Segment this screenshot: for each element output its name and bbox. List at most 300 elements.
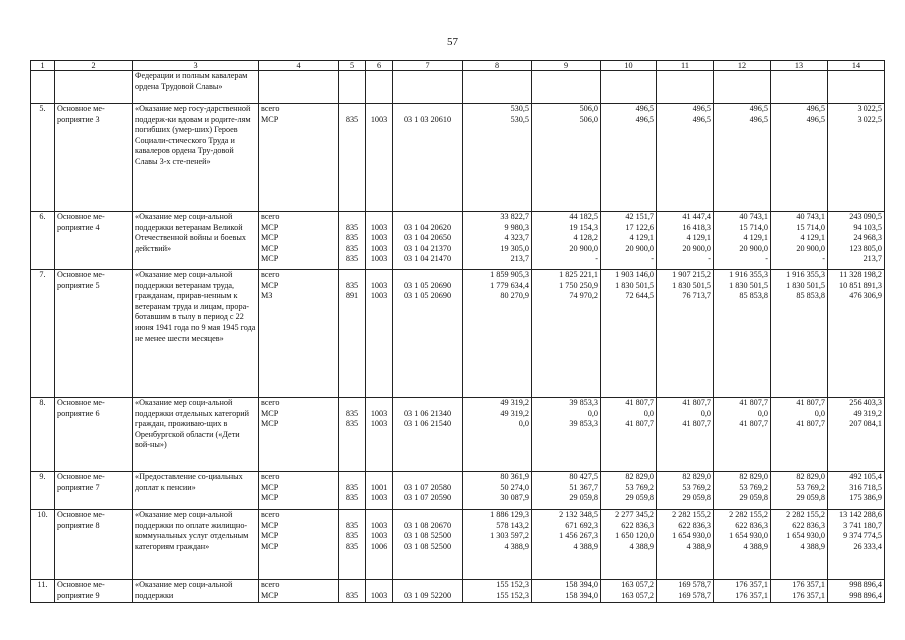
- amount-value: 123 805,0: [849, 243, 882, 253]
- rzpr-code-cell: [366, 398, 393, 472]
- grbs-code: [341, 472, 363, 483]
- amount-value: 39 853,3: [569, 398, 598, 407]
- grbs-code: 835: [345, 541, 359, 551]
- rzpr-code: 1003: [370, 520, 388, 530]
- amount-value: 13 142 288,6: [839, 510, 882, 519]
- amount-value: 2 282 155,2: [672, 510, 711, 519]
- amount-value: 41 807,7: [682, 398, 711, 407]
- row-status: Основное ме-роприятие 5: [55, 270, 133, 398]
- amount-value: 19 305,0: [500, 243, 529, 253]
- amount-value: 16 418,3: [682, 222, 711, 232]
- amount-value: 256 403,3: [849, 398, 882, 407]
- csr-code: [395, 270, 460, 281]
- csr-code: 03 1 04 21470: [403, 254, 452, 264]
- budget-table: [30, 60, 885, 603]
- executor: МСР: [261, 408, 279, 418]
- rzpr-code: 1003: [370, 233, 388, 243]
- grbs-code: 835: [345, 114, 359, 124]
- amount-value: 671 692,3: [565, 520, 598, 530]
- rzpr-code: 1003: [370, 291, 388, 301]
- grbs-code: 835: [345, 520, 359, 530]
- table-row: [31, 472, 885, 510]
- amount-value: 41 807,7: [625, 398, 654, 407]
- csr-code: 03 1 05 20690: [403, 291, 452, 301]
- amount-value: 213,7: [863, 254, 882, 264]
- amount-value: 20 900,0: [796, 243, 825, 253]
- grbs-code: 835: [345, 233, 359, 243]
- amount-value: 1 886 129,3: [490, 510, 529, 519]
- rzpr-code-cell: [366, 472, 393, 510]
- value-cell: [657, 212, 714, 270]
- csr-code: 03 1 04 21370: [403, 243, 452, 253]
- amount-value: 176 357,1: [792, 590, 825, 600]
- csr-code: 03 1 07 20590: [403, 493, 452, 503]
- amount-value: 163 057,2: [621, 580, 654, 589]
- value-cell: [657, 398, 714, 472]
- amount-value: 53 769,2: [682, 482, 711, 492]
- value-cell: [714, 510, 771, 580]
- csr-code-cell: [393, 398, 463, 472]
- csr-code: [395, 212, 460, 223]
- amount-value: 496,5: [692, 114, 711, 124]
- rzpr-code-cell: [366, 510, 393, 580]
- rzpr-code: 1006: [370, 541, 388, 551]
- table-row: [31, 398, 885, 472]
- amount-value: 4 388,9: [800, 541, 825, 551]
- csr-code-cell: [393, 270, 463, 398]
- amount-value: -: [595, 254, 598, 264]
- value-cell: [601, 270, 657, 398]
- amount-value: 53 769,2: [739, 482, 768, 492]
- amount-value: 1 650 120,0: [615, 531, 654, 541]
- row-status: Основное ме-роприятие 6: [55, 398, 133, 472]
- executor: всего: [261, 398, 280, 407]
- csr-code: 03 1 08 20670: [403, 520, 452, 530]
- row-number: 11.: [31, 580, 55, 603]
- value-cell: [771, 398, 828, 472]
- executor: МСР: [261, 114, 279, 124]
- amount-value: 243 090,5: [849, 212, 882, 221]
- amount-value: 33 822,7: [500, 212, 529, 221]
- grbs-code: [341, 580, 363, 591]
- amount-value: 169 578,7: [678, 580, 711, 589]
- executor: МСР: [261, 419, 279, 429]
- grbs-code: 835: [345, 254, 359, 264]
- amount-value: -: [651, 254, 654, 264]
- rzpr-code: 1003: [370, 254, 388, 264]
- csr-code: [395, 398, 460, 409]
- value-cell: [657, 270, 714, 398]
- value-cell: [463, 472, 532, 510]
- rzpr-code: [368, 104, 390, 115]
- csr-code-cell: [393, 580, 463, 603]
- executor-cell: [259, 270, 339, 398]
- grbs-code: [341, 104, 363, 115]
- amount-value: 20 900,0: [569, 243, 598, 253]
- amount-value: 53 769,2: [796, 482, 825, 492]
- grbs-code: [341, 510, 363, 521]
- csr-code-cell: [393, 104, 463, 212]
- grbs-code: [341, 270, 363, 281]
- amount-value: 4 323,7: [504, 233, 529, 243]
- row-number: 8.: [31, 398, 55, 472]
- grbs-code: [341, 398, 363, 409]
- table-row: [31, 104, 885, 212]
- amount-value: 82 829,0: [796, 472, 825, 481]
- grbs-code: 835: [345, 590, 359, 600]
- amount-value: 1 750 250,9: [559, 280, 598, 290]
- row-name: «Оказание мер соци-альной поддержки ветеранам труда, гражданам, прирав-ненным к ветеранам труда и лицам, прора-ботавшим в тылу в период с 22 июня 1941 года по 9 мая 1945 года не менее шести месяцев»: [133, 270, 259, 398]
- amount-value: 316 718,5: [849, 482, 882, 492]
- amount-value: 1 916 355,3: [729, 270, 768, 279]
- amount-value: 82 829,0: [625, 472, 654, 481]
- amount-value: 4 388,9: [629, 541, 654, 551]
- amount-value: 24 968,3: [853, 233, 882, 243]
- amount-value: 72 644,5: [625, 291, 654, 301]
- amount-value: 80 361,9: [500, 472, 529, 481]
- amount-value: 163 057,2: [621, 590, 654, 600]
- amount-value: 11 328 198,2: [839, 270, 882, 279]
- row-number: 7.: [31, 270, 55, 398]
- amount-value: 2 282 155,2: [729, 510, 768, 519]
- amount-value: 51 367,7: [569, 482, 598, 492]
- value-cell: [657, 580, 714, 603]
- executor: всего: [261, 510, 280, 519]
- executor-cell: [259, 472, 339, 510]
- grbs-code: [341, 212, 363, 223]
- value-cell: [463, 270, 532, 398]
- rzpr-code: 1003: [370, 222, 388, 232]
- amount-value: 476 306,9: [849, 291, 882, 301]
- amount-value: 85 853,8: [796, 291, 825, 301]
- amount-value: 496,5: [806, 114, 825, 124]
- amount-value: 4 128,2: [573, 233, 598, 243]
- grbs-code-cell: [339, 270, 366, 398]
- value-cell: [463, 580, 532, 603]
- amount-value: 4 388,9: [573, 541, 598, 551]
- amount-value: 29 059,8: [739, 493, 768, 503]
- executor: МСР: [261, 243, 279, 253]
- value-cell: [463, 212, 532, 270]
- csr-code-cell: [393, 472, 463, 510]
- executor: МСР: [261, 590, 279, 600]
- column-number: 9: [532, 61, 601, 71]
- amount-value: 3 741 180,7: [843, 520, 882, 530]
- csr-code: 03 1 07 20580: [403, 482, 452, 492]
- value-cell: [714, 212, 771, 270]
- executor: всего: [261, 270, 280, 279]
- rzpr-code-cell: [366, 104, 393, 212]
- table-row: [31, 212, 885, 270]
- csr-code: 03 1 05 20690: [403, 280, 452, 290]
- executor: МСР: [261, 541, 279, 551]
- table-row: [31, 580, 885, 603]
- amount-value: 622 836,3: [678, 520, 711, 530]
- table-row: [31, 270, 885, 398]
- executor: всего: [261, 212, 280, 221]
- value-cell: [532, 472, 601, 510]
- amount-value: 1 830 501,5: [786, 280, 825, 290]
- amount-value: 17 122,6: [625, 222, 654, 232]
- column-number: 13: [771, 61, 828, 71]
- value-cell: [771, 510, 828, 580]
- value-cell: [828, 212, 885, 270]
- amount-value: 176 357,1: [735, 590, 768, 600]
- amount-value: 1 456 267,3: [559, 531, 598, 541]
- executor: МСР: [261, 520, 279, 530]
- grbs-code-cell: [339, 510, 366, 580]
- amount-value: -: [708, 254, 711, 264]
- grbs-code-cell: [339, 212, 366, 270]
- grbs-code-cell: [339, 580, 366, 603]
- amount-value: 1 830 501,5: [615, 280, 654, 290]
- amount-value: 1 907 215,2: [672, 270, 711, 279]
- amount-value: 49 319,2: [500, 398, 529, 407]
- csr-code: 03 1 06 21340: [403, 408, 452, 418]
- amount-value: 0,0: [757, 408, 768, 418]
- row-status: Основное ме-роприятие 4: [55, 212, 133, 270]
- grbs-code: 835: [345, 493, 359, 503]
- value-cell: [771, 580, 828, 603]
- executor: МЗ: [261, 291, 273, 301]
- value-cell: [601, 212, 657, 270]
- amount-value: 506,0: [579, 104, 598, 113]
- amount-value: 29 059,8: [796, 493, 825, 503]
- amount-value: 41 807,7: [796, 419, 825, 429]
- row-name: «Оказание мер соци-альной поддержки ветеранам Великой Отечественной войны и боевых действий»: [133, 212, 259, 270]
- amount-value: 622 836,3: [621, 520, 654, 530]
- amount-value: 4 388,9: [743, 541, 768, 551]
- amount-value: 4 129,1: [800, 233, 825, 243]
- amount-value: 496,5: [635, 114, 654, 124]
- executor-cell: [259, 398, 339, 472]
- rzpr-code: 1003: [370, 493, 388, 503]
- amount-value: 1 654 930,0: [729, 531, 768, 541]
- continuation-row: [31, 71, 885, 104]
- column-number: 14: [828, 61, 885, 71]
- amount-value: 50 274,0: [500, 482, 529, 492]
- grbs-code: 835: [345, 482, 359, 492]
- grbs-code: 891: [345, 291, 359, 301]
- executor: МСР: [261, 531, 279, 541]
- amount-value: 74 970,2: [569, 291, 598, 301]
- executor-cell: [259, 510, 339, 580]
- value-cell: [714, 580, 771, 603]
- amount-value: 496,5: [635, 104, 654, 113]
- amount-value: 4 129,1: [743, 233, 768, 243]
- csr-code: 03 1 09 52200: [403, 590, 452, 600]
- executor: всего: [261, 580, 280, 589]
- grbs-code: 835: [345, 243, 359, 253]
- rzpr-code: 1003: [370, 590, 388, 600]
- rzpr-code: [368, 510, 390, 521]
- value-cell: [828, 398, 885, 472]
- amount-value: 9 374 774,5: [843, 531, 882, 541]
- value-cell: [463, 510, 532, 580]
- csr-code: 03 1 04 20620: [403, 222, 452, 232]
- executor: всего: [261, 104, 280, 113]
- amount-value: 4 388,9: [504, 541, 529, 551]
- amount-value: 176 357,1: [735, 580, 768, 589]
- amount-value: -: [822, 254, 825, 264]
- executor: всего: [261, 472, 280, 481]
- executor: МСР: [261, 254, 279, 264]
- amount-value: 49 319,2: [853, 408, 882, 418]
- amount-value: 20 900,0: [682, 243, 711, 253]
- amount-value: 2 277 345,2: [615, 510, 654, 519]
- amount-value: 40 743,1: [739, 212, 768, 221]
- amount-value: 530,5: [510, 114, 529, 124]
- rzpr-code-cell: [366, 270, 393, 398]
- value-cell: [463, 104, 532, 212]
- amount-value: 1 779 634,4: [490, 280, 529, 290]
- amount-value: 0,0: [587, 408, 598, 418]
- amount-value: 1 654 930,0: [672, 531, 711, 541]
- grbs-code: 835: [345, 408, 359, 418]
- amount-value: 10 851 891,3: [839, 280, 882, 290]
- column-number: 6: [366, 61, 393, 71]
- row-number: 5.: [31, 104, 55, 212]
- row-name: «Предоставление со-циальных доплат к пенсии»: [133, 472, 259, 510]
- amount-value: 506,0: [579, 114, 598, 124]
- column-number: 12: [714, 61, 771, 71]
- csr-code: 03 1 03 20610: [403, 114, 452, 124]
- amount-value: 213,7: [510, 254, 529, 264]
- value-cell: [771, 104, 828, 212]
- value-cell: [532, 270, 601, 398]
- rzpr-code: 1003: [370, 243, 388, 253]
- rzpr-code: [368, 580, 390, 591]
- amount-value: -: [765, 254, 768, 264]
- amount-value: 496,5: [806, 104, 825, 113]
- amount-value: 169 578,7: [678, 590, 711, 600]
- csr-code: [395, 104, 460, 115]
- row-name: «Оказание мер госу-дарственной поддерж-ки вдовам и родите-лям погибших (умер-ших) Героев Социали-стического Труда и кавалеров ордена Тру-довой Славы 3-х сте-пеней»: [133, 104, 259, 212]
- column-number: 4: [259, 61, 339, 71]
- csr-code-cell: [393, 212, 463, 270]
- value-cell: [714, 270, 771, 398]
- column-number: 5: [339, 61, 366, 71]
- row-status: Основное ме-роприятие 9: [55, 580, 133, 603]
- amount-value: 1 303 597,2: [490, 531, 529, 541]
- row-name: «Оказание мер соци-альной поддержки отдельных категорий граждан, проживаю-щих в Оренбургской области («Дети вой-ны»): [133, 398, 259, 472]
- amount-value: 9 980,3: [504, 222, 529, 232]
- rzpr-code: 1003: [370, 280, 388, 290]
- amount-value: 41 807,7: [739, 398, 768, 407]
- value-cell: [657, 510, 714, 580]
- amount-value: 15 714,0: [739, 222, 768, 232]
- value-cell: [714, 398, 771, 472]
- value-cell: [657, 104, 714, 212]
- row-status: Основное ме-роприятие 8: [55, 510, 133, 580]
- amount-value: 622 836,3: [792, 520, 825, 530]
- amount-value: 40 743,1: [796, 212, 825, 221]
- rzpr-code: 1001: [370, 482, 388, 492]
- value-cell: [828, 580, 885, 603]
- amount-value: 1 830 501,5: [729, 280, 768, 290]
- amount-value: 15 714,0: [796, 222, 825, 232]
- executor: МСР: [261, 482, 279, 492]
- value-cell: [601, 104, 657, 212]
- amount-value: 176 357,1: [792, 580, 825, 589]
- amount-value: 76 713,7: [682, 291, 711, 301]
- amount-value: 175 386,9: [849, 493, 882, 503]
- row-number: 10.: [31, 510, 55, 580]
- amount-value: 41 807,7: [682, 419, 711, 429]
- amount-value: 41 807,7: [625, 419, 654, 429]
- column-number-row: [31, 61, 885, 71]
- amount-value: 1 903 146,0: [615, 270, 654, 279]
- amount-value: 3 022,5: [857, 104, 882, 113]
- rzpr-code: [368, 472, 390, 483]
- rzpr-code: [368, 212, 390, 223]
- amount-value: 80 427,5: [569, 472, 598, 481]
- table-row: [31, 510, 885, 580]
- amount-value: 1 830 501,5: [672, 280, 711, 290]
- amount-value: 207 084,1: [849, 419, 882, 429]
- column-number: 10: [601, 61, 657, 71]
- rzpr-code: 1003: [370, 419, 388, 429]
- amount-value: 0,0: [643, 408, 654, 418]
- value-cell: [532, 580, 601, 603]
- value-cell: [601, 472, 657, 510]
- amount-value: 80 270,9: [500, 291, 529, 301]
- value-cell: [532, 212, 601, 270]
- csr-code: 03 1 08 52500: [403, 531, 452, 541]
- value-cell: [828, 510, 885, 580]
- amount-value: 4 388,9: [686, 541, 711, 551]
- csr-code: [395, 510, 460, 521]
- grbs-code-cell: [339, 398, 366, 472]
- value-cell: [714, 472, 771, 510]
- grbs-code: 835: [345, 280, 359, 290]
- amount-value: 85 853,8: [739, 291, 768, 301]
- row-status: Основное ме-роприятие 3: [55, 104, 133, 212]
- rzpr-code-cell: [366, 212, 393, 270]
- amount-value: 29 059,8: [625, 493, 654, 503]
- rzpr-code: [368, 398, 390, 409]
- amount-value: 82 829,0: [682, 472, 711, 481]
- amount-value: 44 182,5: [569, 212, 598, 221]
- csr-code: [395, 472, 460, 483]
- amount-value: 492 105,4: [849, 472, 882, 481]
- amount-value: 0,0: [518, 419, 529, 429]
- amount-value: 1 825 221,1: [559, 270, 598, 279]
- amount-value: 158 394,0: [565, 590, 598, 600]
- amount-value: 42 151,7: [625, 212, 654, 221]
- rzpr-code: 1003: [370, 408, 388, 418]
- amount-value: 155 152,3: [496, 590, 529, 600]
- column-number: 1: [31, 61, 55, 71]
- value-cell: [657, 472, 714, 510]
- amount-value: 94 103,5: [853, 222, 882, 232]
- amount-value: 41 807,7: [739, 419, 768, 429]
- amount-value: 2 132 348,5: [559, 510, 598, 519]
- executor-cell: [259, 580, 339, 603]
- amount-value: 29 059,8: [569, 493, 598, 503]
- amount-value: 530,5: [510, 104, 529, 113]
- grbs-code: 835: [345, 222, 359, 232]
- row-name: «Оказание мер соци-альной поддержки по оплате жилищно-коммунальных услуг отдельным категориям граждан»: [133, 510, 259, 580]
- csr-code: [395, 580, 460, 591]
- csr-code: 03 1 08 52500: [403, 541, 452, 551]
- column-number: 8: [463, 61, 532, 71]
- amount-value: 578 143,2: [496, 520, 529, 530]
- amount-value: 82 829,0: [739, 472, 768, 481]
- amount-value: 998 896,4: [849, 590, 882, 600]
- amount-value: 0,0: [814, 408, 825, 418]
- value-cell: [771, 212, 828, 270]
